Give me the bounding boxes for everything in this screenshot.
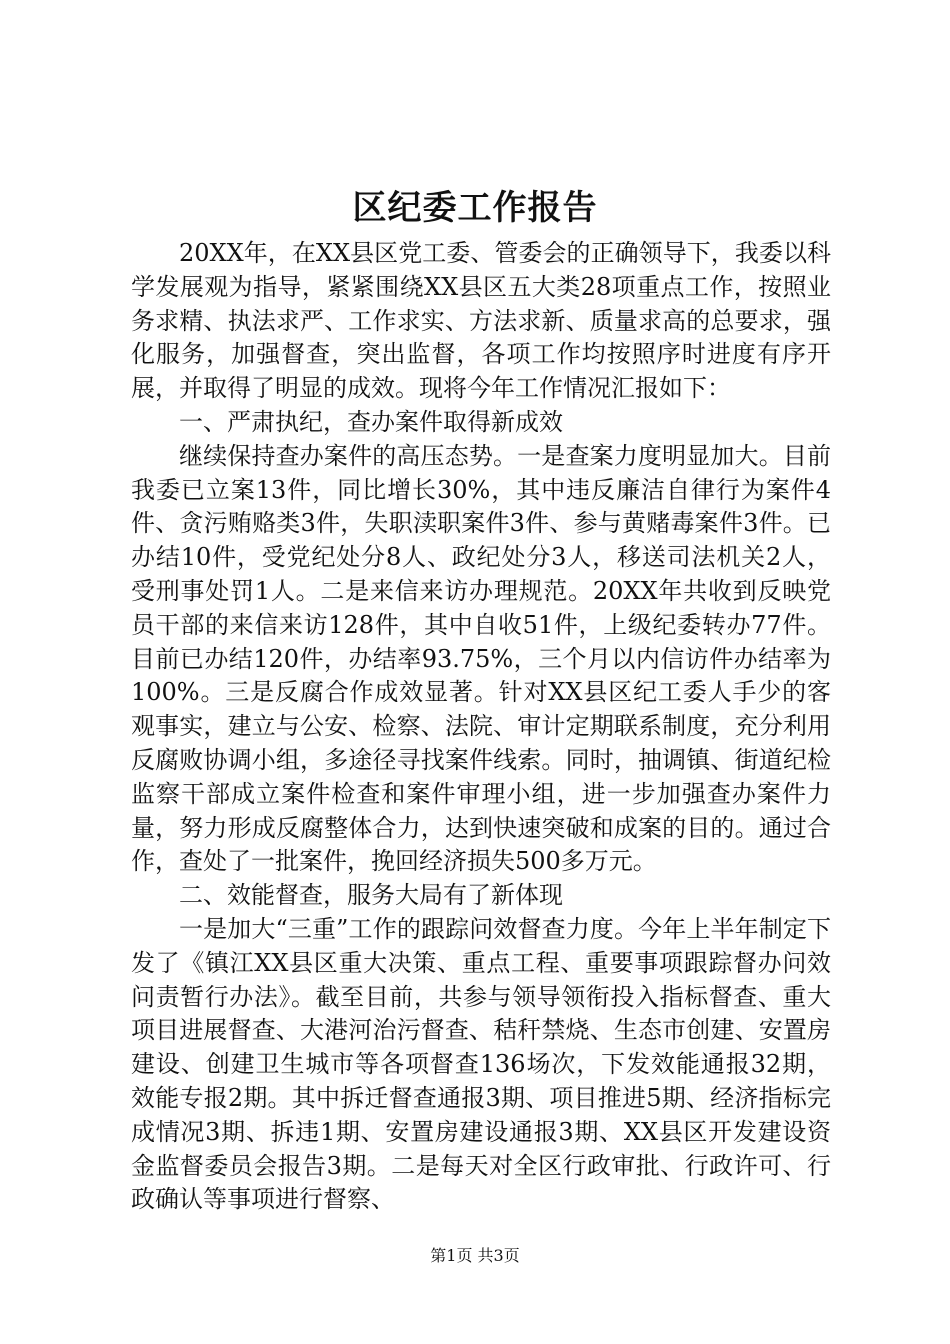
section-2-paragraph: 一是加大“三重”工作的跟踪问效督查力度。今年上半年制定下发了《镇江XX县区重大决策、重点工程、重要事项跟踪督办问效问责暂行办法》。截至目前，共参与领导领衔投入指标督查、重大项目进展督查、大港河治污督查、秸秆禁烧、生态市创建、安置房建设、创建卫生城市等各项督查136场次，下发效能通报32期，效能专报2期。其中拆迁督查通报3期、项目推进5期、经济指标完成情况3期、拆违1期、安置房建设通报3期、XX县区开发建设资金监督委员会报告3期。二是每天对全区行政审批、行政许可、行政确认等事项进行督察、 <box>131 914 831 1214</box>
section-heading-2: 二、效能督查，服务大局有了新体现 <box>179 881 563 910</box>
document-body <box>131 237 831 1217</box>
intro-paragraph: 20XX年，在XX县区党工委、管委会的正确领导下，我委以科学发展观为指导，紧紧围绕XX县区五大类28项重点工作，按照业务求精、执法求严、工作求实、方法求新、质量求高的总要求，强化服务，加强督查，突出监督，各项工作均按照序时进度有序开展，并取得了明显的成效。现将今年工作情况汇报如下： <box>131 239 831 403</box>
section-1-paragraph: 继续保持查办案件的高压态势。一是查案力度明显加大。目前我委已立案13件，同比增长30%，其中违反廉洁自律行为案件4件、贪污贿赂类3件，失职渎职案件3件、参与黄赌毒案件3件。已办结10件，受党纪处分8人、政纪处分3人，移送司法机关2人，受刑事处罚1人。二是来信来访办理规范。20XX年共收到反映党员干部的来信来访128件，其中自收51件，上级纪委转办77件。目前已办结120件，办结率93.75%，三个月以内信访件办结率为100%。三是反腐合作成效显著。针对XX县区纪工委人手少的客观事实，建立与公安、检察、法院、审计定期联系制度，充分利用反腐败协调小组，多途径寻找案件线索。同时，抽调镇、街道纪检监察干部成立案件检查和案件审理小组，进一步加强查办案件力量，努力形成反腐整体合力，达到快速突破和成案的目的。通过合作，查处了一批案件，挽回经济损失500多万元。 <box>131 441 831 876</box>
page-number-footer: 第1页 共3页 <box>430 1246 520 1265</box>
section-heading-1: 一、严肃执纪，查办案件取得新成效 <box>179 407 563 436</box>
document-title: 区纪委工作报告 <box>352 188 598 228</box>
